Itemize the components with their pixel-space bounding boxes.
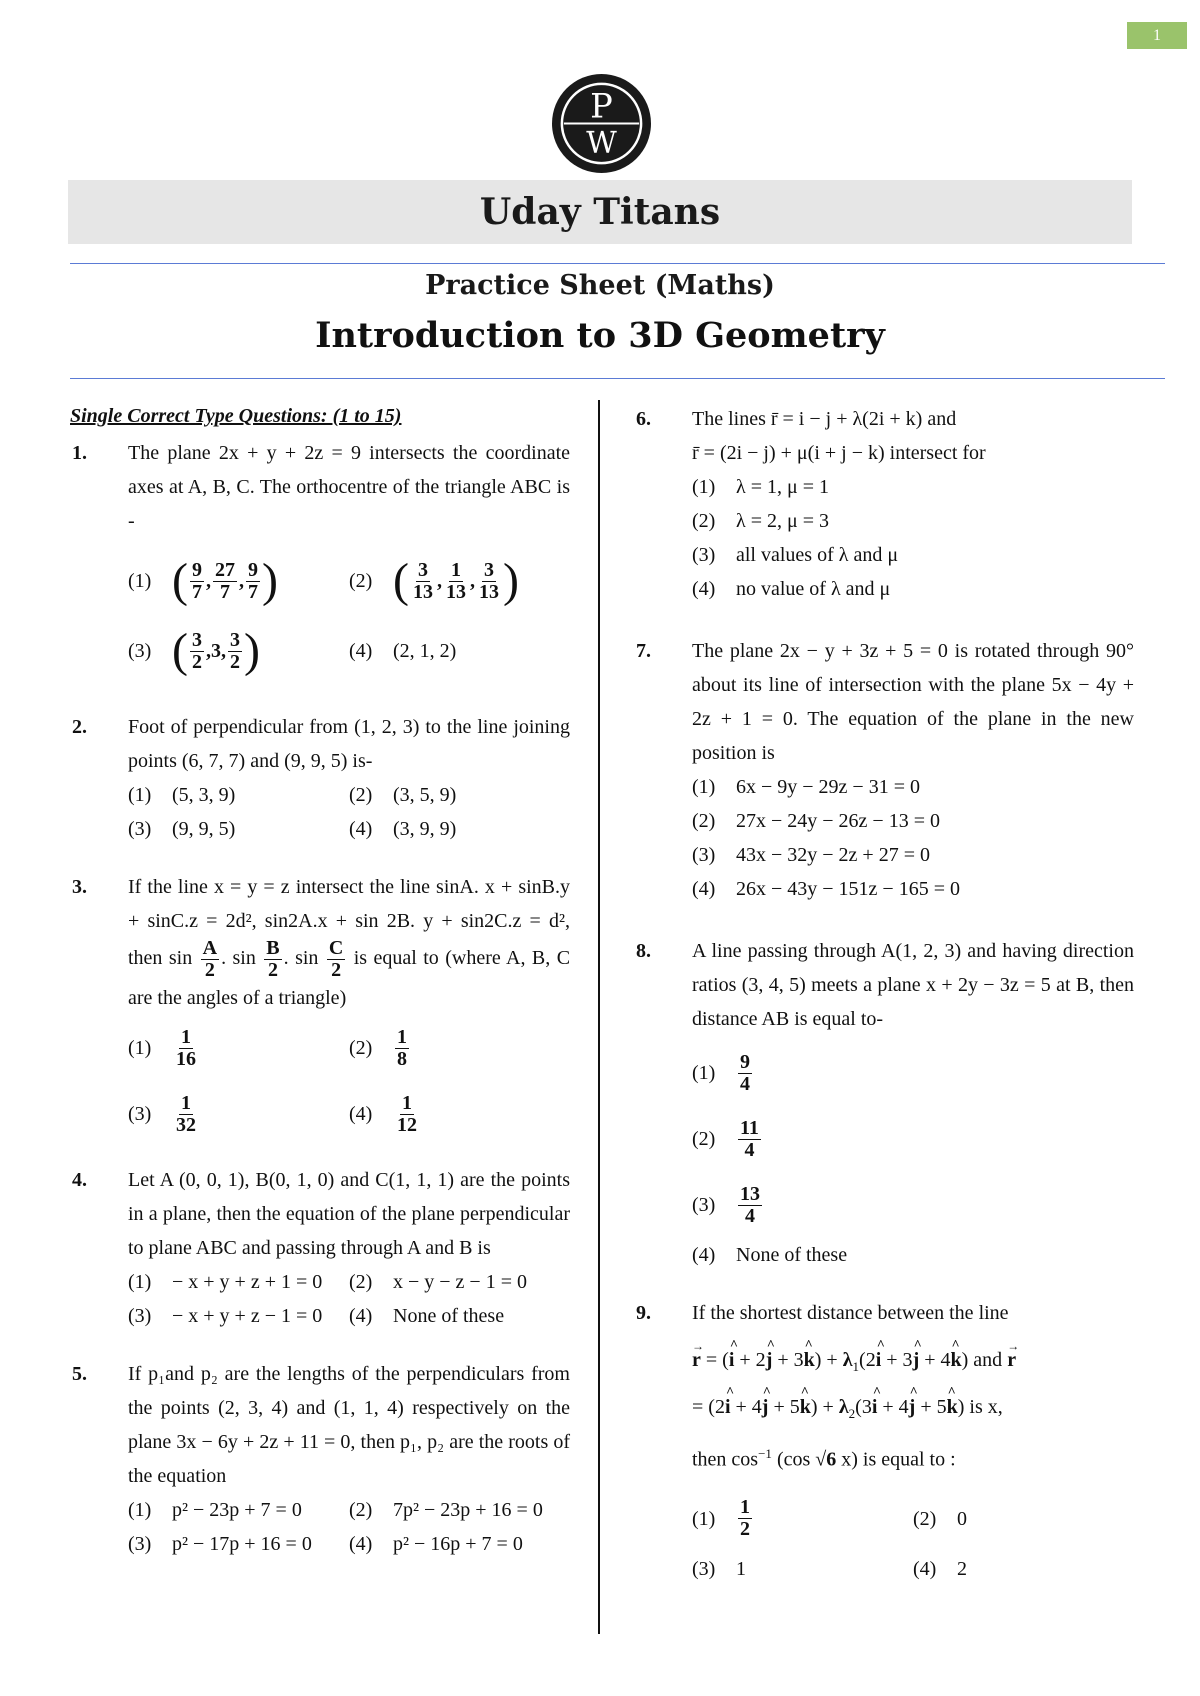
- question-2: [70, 710, 570, 846]
- question-number: 3.: [72, 876, 87, 898]
- question-text: If the shortest distance between the line: [692, 1302, 1009, 1324]
- question-number: 1.: [72, 442, 87, 464]
- option-3[interactable]: (3) 43x − 32y − 2z + 27 = 0: [692, 844, 930, 866]
- brand-banner: [68, 180, 1132, 244]
- question-number: 6.: [636, 408, 651, 430]
- pw-logo: [552, 74, 651, 173]
- right-column: [634, 402, 1134, 1586]
- question-text: If p₁and p₂ are the lengths of the perpendiculars from the points (2, 3, 4) and (1, 1, 4) respectively on the plane 3x − 6y + 2z + 11 = 0, then p₁, p₂ are the roots of the equation: [128, 1363, 570, 1487]
- option-4[interactable]: (4) (2, 1, 2): [349, 640, 457, 662]
- brand-title: Uday Titans: [479, 191, 721, 233]
- question-number: 4.: [72, 1169, 87, 1191]
- option-2[interactable]: (2) 7p² − 23p + 16 = 0: [349, 1499, 543, 1521]
- option-4[interactable]: (4) None of these: [349, 1305, 505, 1327]
- question-number: 2.: [72, 716, 87, 738]
- question-text: If the line x = y = z intersect the line sinA. x + sinB.y + sinC.z = 2d², sin2A.x + sin 2B. y + sin2C.z = d², then sin $\frac{A}{2}$ . sin $\frac{B}{2}$ . sin $\frac{C}{2}$ is equal to (where A, B, C are the angles of a triangle): [128, 876, 571, 1009]
- header-rule-top: [70, 263, 1165, 264]
- option-1[interactable]: (1) λ = 1, μ = 1: [692, 476, 829, 498]
- option-2[interactable]: (2) x − y − z − 1 = 0: [349, 1271, 527, 1293]
- question-text: Let A (0, 0, 1), B(0, 1, 0) and C(1, 1, 1) are the points in a plane, then the equation of the plane perpendicular to plane ABC and passing through A and B is: [128, 1169, 570, 1259]
- option-4[interactable]: (4) None of these: [692, 1244, 848, 1266]
- left-column: [70, 402, 570, 1561]
- header-rule-bottom: [70, 378, 1165, 379]
- question-4: [70, 1163, 570, 1333]
- question-1: [70, 436, 570, 686]
- option-3[interactable]: (3) (9, 9, 5): [128, 818, 236, 840]
- option-math: ( $\frac{9}{7}$ , $\frac{27}{7}$ , $\frac{9}{7}$ ): [172, 554, 278, 607]
- option-4[interactable]: (4) $\frac{1}{12}$: [349, 1091, 417, 1136]
- option-2[interactable]: (2) $\frac{11}{4}$: [692, 1116, 759, 1161]
- question-3: [70, 870, 570, 1147]
- question-6: [634, 402, 1134, 606]
- option-1[interactable]: (1) − x + y + z + 1 = 0: [128, 1271, 323, 1293]
- option-4[interactable]: (4) (3, 9, 9): [349, 818, 457, 840]
- svg-text:W: W: [586, 126, 617, 162]
- question-text-line-1: The lines r̄ = i − j + λ(2i + k) and: [692, 408, 957, 430]
- question-5: [70, 1357, 570, 1561]
- option-4[interactable]: (4) no value of λ and μ: [692, 578, 891, 600]
- option-2[interactable]: (2) (3, 5, 9): [349, 784, 457, 806]
- option-2[interactable]: (2) λ = 2, μ = 3: [692, 510, 829, 532]
- question-8: [634, 934, 1134, 1272]
- option-4[interactable]: (4) 2: [913, 1557, 967, 1580]
- page-number-badge: 1: [1127, 22, 1187, 49]
- question-9: [634, 1296, 1134, 1586]
- option-3[interactable]: (3) $\frac{13}{4}$: [692, 1182, 760, 1227]
- option-1[interactable]: (1) (5, 3, 9): [128, 784, 236, 806]
- option-3[interactable]: (3) all values of λ and μ: [692, 544, 899, 566]
- question-text: Foot of perpendicular from (1, 2, 3) to the line joining points (6, 7, 7) and (9, 9, 5) is-: [128, 716, 570, 772]
- option-1[interactable]: (1) $\frac{1}{16}$: [128, 1025, 196, 1070]
- sheet-subtitle: Practice Sheet (Maths): [425, 270, 775, 301]
- question-number: 8.: [636, 940, 651, 962]
- column-divider: [598, 400, 600, 1634]
- option-4[interactable]: (4) p² − 16p + 7 = 0: [349, 1533, 523, 1555]
- option-2[interactable]: (2) 27x − 24y − 26z − 13 = 0: [692, 810, 940, 832]
- option-2[interactable]: (2) $\frac{1}{8}$: [349, 1025, 407, 1070]
- sheet-title: Introduction to 3D Geometry: [315, 315, 885, 356]
- option-3[interactable]: (3) $\frac{1}{32}$: [128, 1091, 196, 1136]
- question-9-equation: → r = (^ i + 2^ j + 3^ $k) + \lambda_1(2\^{}$ i + 3^ j + 4^ k) and → r = (2^ i + 4^ j + 5^ $k) + \lambda_2(3\^{}$ i + 4^ j + 5^ k) is x, then $\cos^{-1} (\cos$ √6 x) is equal to :: [692, 1340, 1134, 1480]
- question-text: The plane 2x + y + 2z = 9 intersects the coordinate axes at A, B, C. The orthocentre of the triangle ABC is -: [128, 442, 570, 532]
- question-text-line-2: r̄ = (2i − j) + μ(i + j − k) intersect for: [692, 442, 986, 464]
- question-number: 9.: [636, 1302, 651, 1324]
- option-4[interactable]: (4) 26x − 43y − 151z − 165 = 0: [692, 878, 960, 900]
- option-3[interactable]: (3) p² − 17p + 16 = 0: [128, 1533, 312, 1555]
- svg-text:P: P: [590, 86, 613, 126]
- section-heading: Single Correct Type Questions: (1 to 15): [70, 405, 402, 427]
- option-3[interactable]: (3) − x + y + z − 1 = 0: [128, 1305, 323, 1327]
- option-3[interactable]: (3) ( $\frac{3}{2}$ ,3, $\frac{3}{2}$ ): [128, 624, 260, 677]
- option-2[interactable]: (2) 0: [913, 1507, 967, 1530]
- question-text: The plane 2x − y + 3z + 5 = 0 is rotated through 90° about its line of intersection with the plane 5x − 4y + 2z + 1 = 0. The equation of the plane in the new position is: [692, 640, 1134, 764]
- option-1[interactable]: (1) p² − 23p + 7 = 0: [128, 1499, 302, 1521]
- option-1[interactable]: (1) 6x − 9y − 29z − 31 = 0: [692, 776, 920, 798]
- option-1[interactable]: (1) $\frac{1}{2}$: [692, 1496, 750, 1541]
- question-7: [634, 634, 1134, 906]
- option-1[interactable]: (1) $\frac{9}{4}$: [692, 1050, 750, 1095]
- question-text: A line passing through A(1, 2, 3) and having direction ratios (3, 4, 5) meets a plane x + 2y − 3z = 5 at B, then distance AB is equal to-: [692, 940, 1134, 1030]
- question-number: 5.: [72, 1363, 87, 1385]
- option-math: ( $\frac{3}{2}$ ,3, $\frac{3}{2}$ ): [172, 624, 260, 677]
- option-2[interactable]: (2) ( $\frac{3}{13}$ , $\frac{1}{13}$ , $\frac{3}{13}$ ): [349, 554, 519, 607]
- option-1[interactable]: (1) ( $\frac{9}{7}$ , $\frac{27}{7}$ , $\frac{9}{7}$ ): [128, 554, 278, 607]
- option-3[interactable]: (3) 1: [692, 1557, 746, 1580]
- option-math: ( $\frac{3}{13}$ , $\frac{1}{13}$ , $\frac{3}{13}$ ): [393, 554, 519, 607]
- question-number: 7.: [636, 640, 651, 662]
